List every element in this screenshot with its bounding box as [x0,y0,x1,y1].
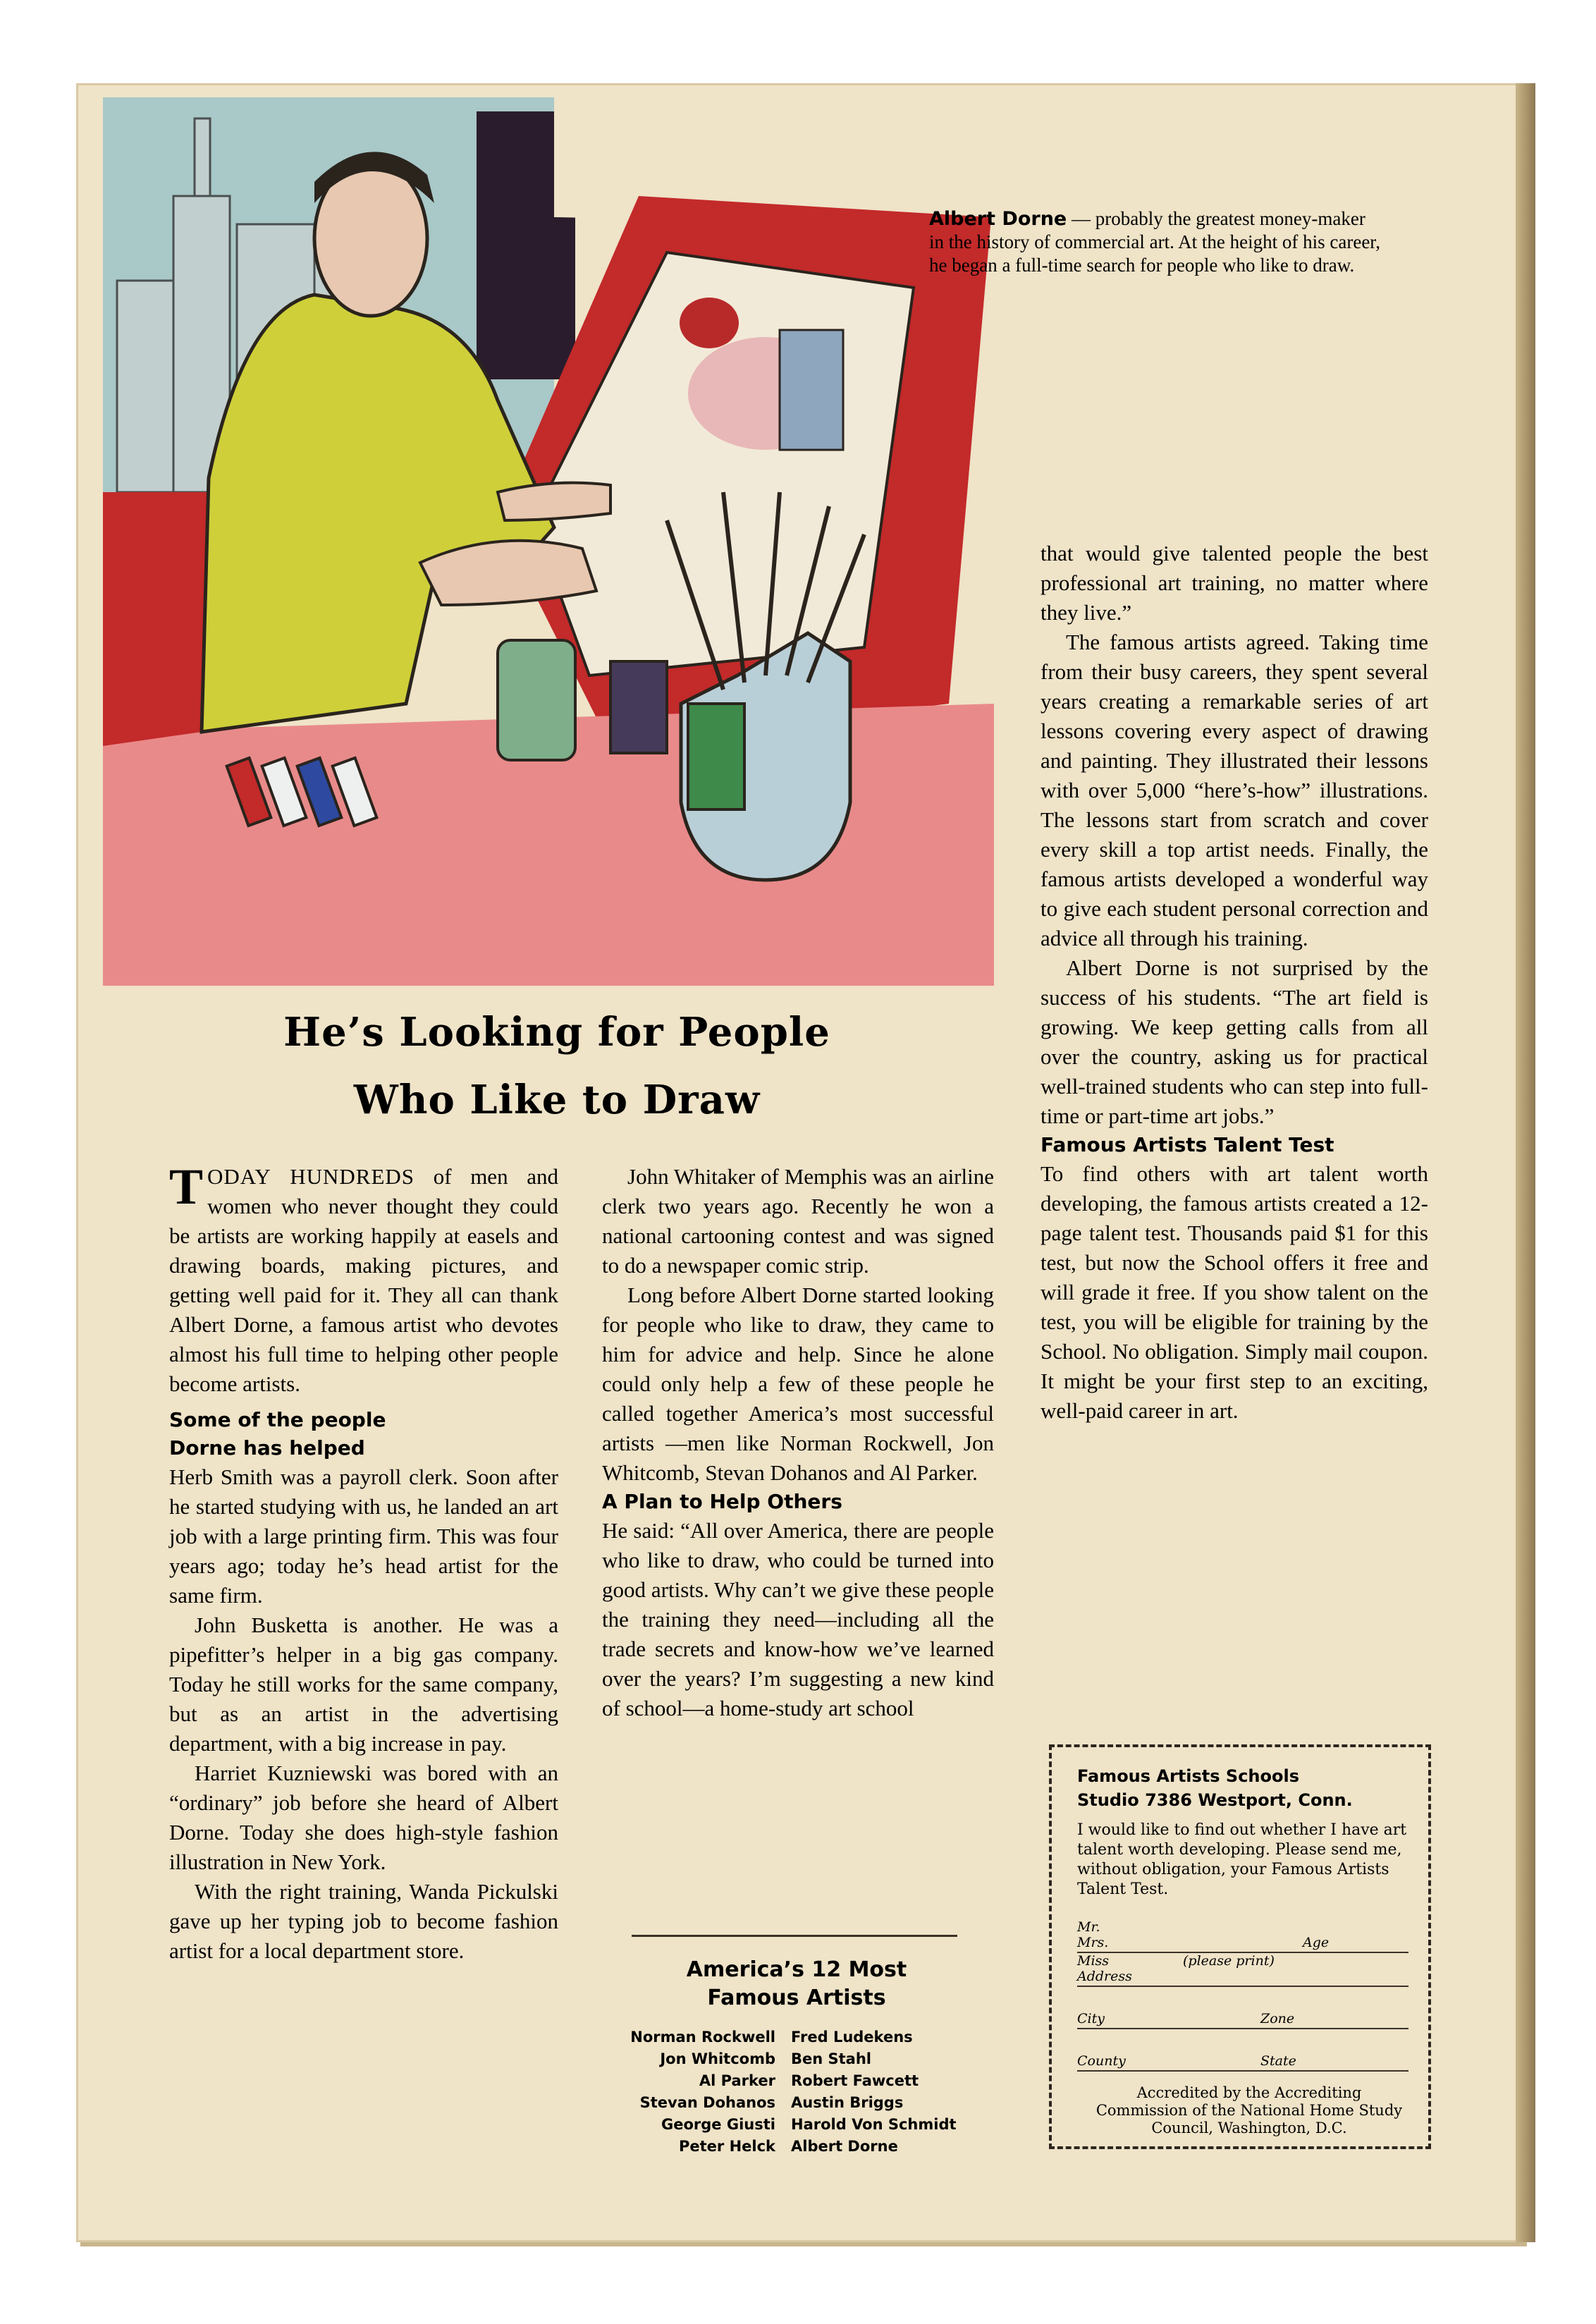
divider-rule [632,1935,957,1937]
subheading: A Plan to Help Others [602,1490,842,1513]
title-miss: Miss [1077,1953,1110,1969]
paragraph: He said: “All over America, there are people who like to draw, who could be turned into good artists. Why can’t we give these people the training they need—including all the trade secrets and know-how we’ve learned over the years? I’m suggesting a new kind of school—a home-study art school [602,1518,994,1720]
headline [162,998,952,1134]
artist-name: Stevan Dohanos [639,2094,775,2111]
albert-dorne-illustration [103,97,994,986]
artist-name: Jon Whitcomb [660,2050,775,2067]
city-zone-field[interactable] [1077,2007,1408,2029]
caption-name: Albert Dorne [929,208,1067,230]
artist-name: Al Parker [699,2072,775,2089]
city-label: City [1077,2011,1107,2026]
artist-name: Ben Stahl [791,2050,871,2067]
artist-name: Harold Von Schmidt [791,2116,957,2133]
artist-name: Norman Rockwell [630,2029,775,2045]
county-label: County [1077,2053,1129,2069]
paragraph: that would give talented people the best professional art training, no matter where they live.” [1041,541,1428,625]
address-field[interactable] [1077,1971,1408,1987]
lead-in: ODAY HUNDREDS [207,1164,415,1189]
paragraph: Herb Smith was a payroll clerk. Soon after he started studying with us, he landed an art job with a large printing firm. This was four years ago; today he’s head artist for the same firm. [169,1464,558,1608]
article-column-1 [169,1158,558,1966]
article-column-2 [602,1162,994,1723]
coupon-form[interactable] [1077,1919,1408,2091]
paragraph: The famous artists agreed. Taking time from their busy careers, they spent several years creating a remarkable series of art lessons covering every aspect of drawing and painting. They illustrated their lessons with over 5,000 “here’s-how” illustrations. The lessons start from scratch and cover every skill a top artist needs. Finally, the famous artists developed a wonderful way to give each student personal correction and advice all through his training. [1041,630,1428,950]
famous-artists-list [599,1956,994,2158]
county-state-field[interactable] [1077,2049,1408,2072]
coupon-school: Famous Artists Schools [1077,1766,1299,1786]
title-options [1077,1919,1408,1935]
paragraph: John Busketta is another. He was a pipefitter’s helper in a big gas company. Today he still works for the same company, but as an artist in the advertising department, with a big increase in pay. [169,1613,558,1756]
headline-line-1: He’s Looking for People [283,1009,830,1056]
name-field[interactable] [1077,1935,1408,1953]
coupon-header [1077,1764,1353,1812]
artist-name: George Giusti [661,2116,775,2133]
coupon-studio: Studio 7386 Westport, Conn. [1077,1790,1353,1810]
paragraph: Albert Dorne is not surprised by the success of his students. “The art field is growing. We keep getting calls from all over the country, asking us for practical well-trained students who can step into full-time or part-time art jobs.” [1041,955,1428,1128]
paragraph: To find others with art talent worth developing, the famous artists created a 12-page talent test. Thousands paid $1 for this test, but now the School offers it free and will grade it free. If you show talent on the test, you will be eligible for training by the School. No obligation. Simply mail coupon. It might be your first step to an exciting, well-paid career in art. [1041,1161,1428,1423]
mail-in-coupon[interactable] [1049,1744,1431,2149]
subheading: Some of the people [169,1408,386,1431]
artist-name: Peter Helck [678,2138,775,2155]
paragraph: Harriet Kuzniewski was bored with an “ordinary” job before she heard of Albert Dorne. Today she does high-style fashion illustration in New York. [169,1761,558,1874]
zone-label: Zone [1260,2011,1297,2026]
address-label: Address [1077,1969,1135,1984]
title-mr: Mr. [1077,1919,1100,1935]
headline-line-2: Who Like to Draw [353,1077,761,1123]
paragraph: John Whitaker of Memphis was an airline clerk two years ago. Recently he won a national cartooning contest and was signed to do a newspaper comic strip. [602,1164,994,1278]
print-hint: (please print) [1183,1953,1275,1969]
subheading: Famous Artists Talent Test [1041,1133,1334,1156]
list-title: Famous Artists [707,1986,886,2010]
coupon-text: I would like to find out whether I have art talent worth developing. Please send me, without obligation, your Famous Artists Talent Test. [1077,1821,1407,1898]
list-title: America’s 12 Most [686,1957,907,1982]
title-mrs: Mrs. [1077,1935,1111,1950]
state-label: State [1260,2053,1299,2069]
drop-cap: T [169,1158,204,1215]
subheading: Dorne has helped [169,1436,365,1460]
illustration-caption [929,207,1380,277]
age-label: Age [1303,1935,1332,1950]
paragraph: With the right training, Wanda Pickulski gave up her typing job to become fashion artist for a local department store. [169,1879,558,1963]
artist-name: Fred Ludekens [791,2029,913,2045]
accreditation-note: Accredited by the Accrediting Commission of the National Home Study Council, Washington, D.C. [1095,2084,1403,2136]
artist-name: Albert Dorne [791,2138,898,2155]
caption-text: — probably the greatest money-maker in the history of commercial art. At the height of his career, he began a full-time search for people who like to draw. [929,208,1380,276]
paragraph: of men and women who never thought they could be artists are working happily at easels and drawing boards, making pictures, and getting well paid for it. They all can thank Albert Dorne, a famous artist who devotes almost his full time to helping other people become artists. [169,1164,558,1396]
article-column-3 [1041,539,1428,1426]
artist-name: Robert Fawcett [791,2072,919,2089]
artist-name: Austin Briggs [791,2094,904,2111]
paragraph: Long before Albert Dorne started looking for people who like to draw, they came to him for advice and help. Since he alone could only help a few of these people he called together America’s most successful artists —men like Norman Rockwell, Jon Whitcomb, Stevan Dohanos and Al Parker. [602,1283,994,1485]
page-spine [1516,83,1535,2242]
